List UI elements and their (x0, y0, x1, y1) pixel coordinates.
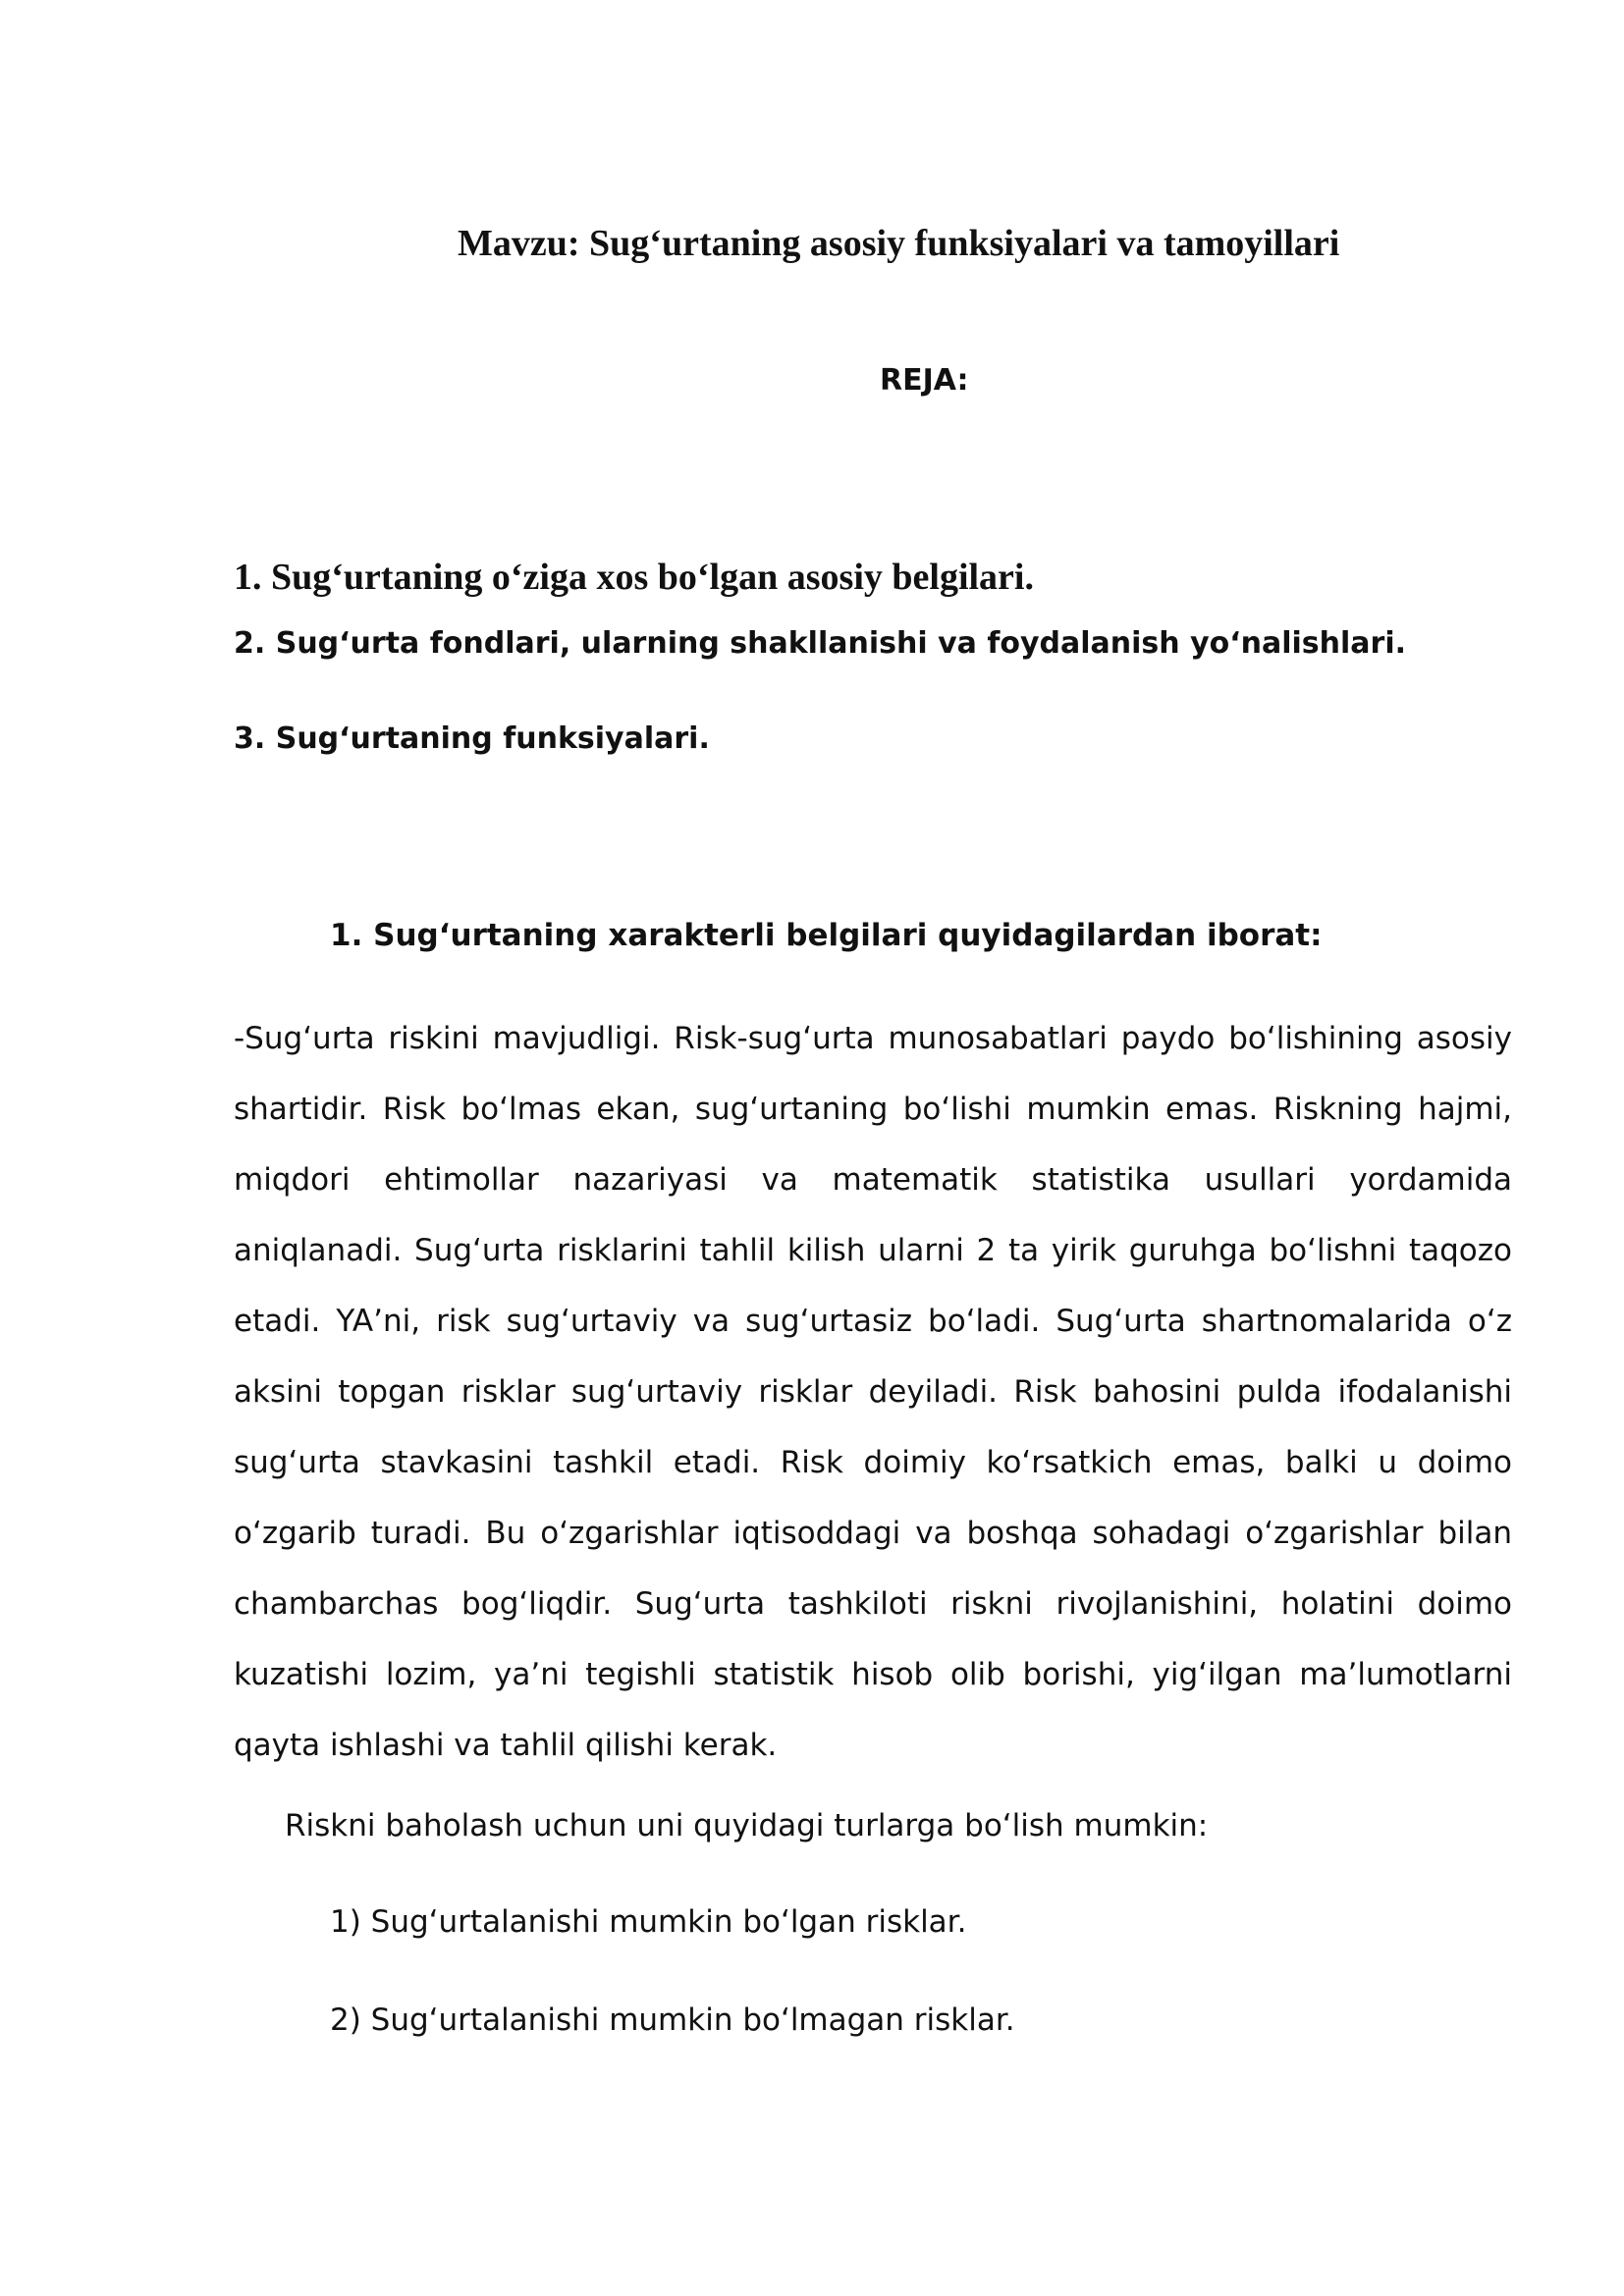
plan-item-2: 2. Sug‘urta fondlari, ularning shakllanishi va foydalanish yo‘nalishlari. (234, 626, 1407, 661)
section-heading: 1. Sug‘urtaning xarakterli belgilari quyidagilardan iborat: (330, 918, 1323, 953)
risk-item-2: 2) Sug‘urtalanishi mumkin bo‘lmagan risklar. (330, 2002, 1015, 2038)
risk-item-1: 1) Sug‘urtalanishi mumkin bo‘lgan risklar. (330, 1904, 967, 1940)
risk-types-lead: Riskni baholash uchun uni quyidagi turlarga bo‘lish mumkin: (285, 1808, 1209, 1843)
plan-heading: REJA: (880, 363, 969, 398)
body-paragraph: -Sug‘urta riskini mavjudligi. Risk-sug‘urta munosabatlari paydo bo‘lishining asosiy shartidir. Risk bo‘lmas ekan, sug‘urtaning bo‘lishi mumkin emas. Riskning hajmi, miqdori ehtimollar nazariyasi va matematik statistika usullari yordamida aniqlanadi. Sug‘urta risklarini tahlil kilish ularni 2 ta yirik guruhga bo‘lishni taqozo etadi. YA’ni, risk sug‘urtaviy va sug‘urtasiz bo‘ladi. Sug‘urta shartnomalarida o‘z aksini topgan risklar sug‘urtaviy risklar deyiladi. Risk bahosini pulda ifodalanishi sug‘urta stavkasini tashkil etadi. Risk doimiy ko‘rsatkich emas, balki u doimo o‘zgarib turadi. Bu o‘zgarishlar iqtisoddagi va boshqa sohadagi o‘zgarishlar bilan chambarchas bog‘liqdir. Sug‘urta tashkiloti riskni rivojlanishini, holatini doimo kuzatishi lozim, ya’ni tegishli statistik hisob olib borishi, yig‘ilgan ma’lumotlarni qayta ishlashi va tahlil qilishi kerak. (234, 1021, 1512, 1763)
document-title: Mavzu: Sug‘urtaning asosiy funksiyalari va tamoyillari (458, 223, 1340, 264)
plan-item-1: 1. Sug‘urtaning o‘ziga xos bo‘lgan asosiy belgilari. (234, 557, 1034, 598)
plan-item-3: 3. Sug‘urtaning funksiyalari. (234, 721, 710, 756)
